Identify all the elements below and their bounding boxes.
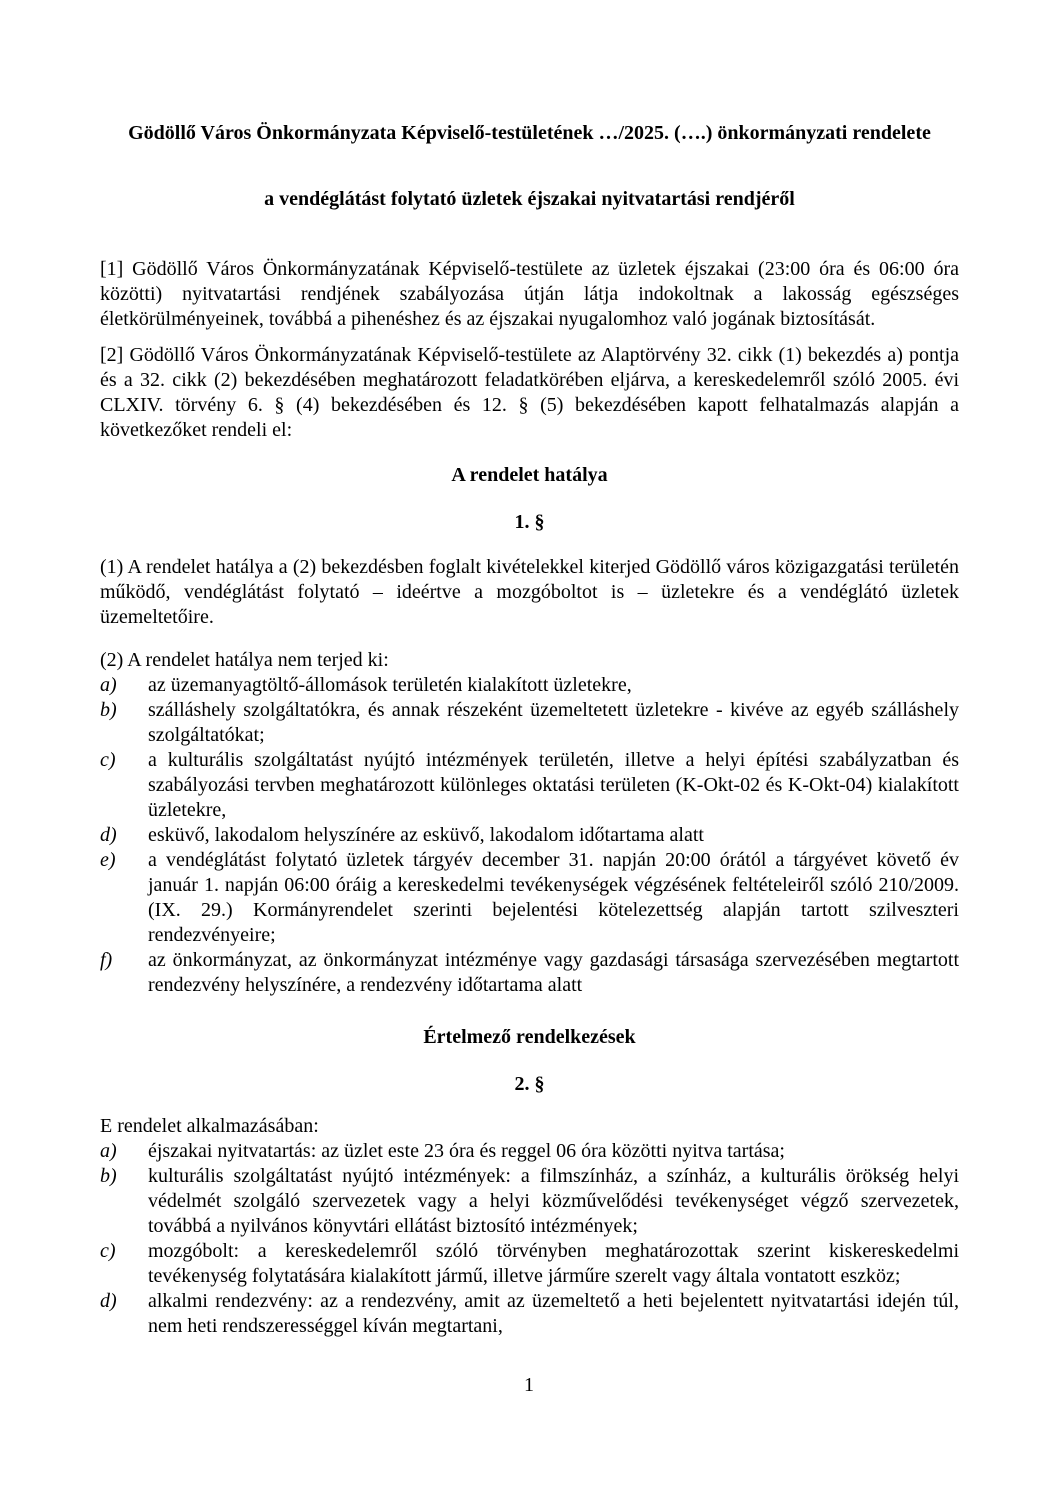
list-item — [100, 1289, 959, 1339]
section1-paragraph-2-intro: (2) A rendelet hatálya nem terjed ki: — [100, 649, 389, 671]
list-item-text: kulturális szolgáltatást nyújtó intézmények: a filmszínház, a színház, a kulturális örökség helyi védelmét szolgáló szervezetek vagy a helyi közművelődési tevékenységet végző szervezetek, továbbá a nyilvános könyvtári ellátást biztosító intézmények; — [148, 1165, 959, 1237]
list-item-letter: d) — [100, 1290, 117, 1312]
list-item — [100, 1164, 959, 1239]
list-item-letter: a) — [100, 674, 117, 696]
list-item-text: esküvő, lakodalom helyszínére az esküvő, lakodalom időtartama alatt — [148, 824, 704, 846]
section2-item-list — [100, 1139, 959, 1339]
list-item-text: mozgóbolt: a kereskedelemről szóló törvényben meghatározottak szerint kiskereskedelmi tevékenység folytatására kialakított jármű, illetve járműre szerelt vagy általa vontatott eszköz; — [148, 1240, 959, 1287]
list-item-letter: c) — [100, 1240, 116, 1262]
section1-paragraph-1: (1) A rendelet hatálya a (2) bekezdésben foglalt kivételekkel kiterjed Gödöllő város közigazgatási területén működő, vendéglátást folytató – ideértve a mozgóboltot is – üzletekre és a vendéglátó üzletek üzemeltetőire. — [100, 556, 959, 628]
list-item-text: alkalmi rendezvény: az a rendezvény, amit az üzemeltető a heti bejelentett nyitvatartási idején túl, nem heti rendszerességgel kíván megtartani, — [148, 1290, 959, 1337]
list-item-text: a vendéglátást folytató üzletek tárgyév december 31. napján 20:00 órától a tárgyévet követő év január 1. napján 06:00 óráig a kereskedelmi tevékenységek végzésének feltételeiről szóló 210/2009. (IX. 29.) Kormányrendelet szerinti bejelentési kötelezettség alapján tartott szilveszteri rendezvényeire; — [148, 849, 959, 946]
list-item — [100, 698, 959, 748]
document-subtitle: a vendéglátást folytató üzletek éjszakai nyitvatartási rendjéről — [264, 188, 795, 210]
list-item — [100, 948, 959, 998]
list-item-letter: e) — [100, 849, 116, 871]
list-item-text: az üzemanyagtöltő-állomások területén kialakított üzletekre, — [148, 674, 632, 696]
list-item-letter: d) — [100, 824, 117, 846]
list-item-text: a kulturális szolgáltatást nyújtó intézmények területén, illetve a helyi építési szabályzatban és szabályozási tervben meghatározott különleges oktatási területen (K-Okt-02 és K-Okt-04) kialakított üzletekre, — [148, 749, 959, 821]
list-item — [100, 848, 959, 948]
section1-item-list — [100, 673, 959, 998]
list-item-text: szálláshely szolgáltatókra, és annak részeként üzemeltetett üzletekre - kivéve az egyéb szálláshely szolgáltatókat; — [148, 699, 959, 746]
section1-number: 1. § — [514, 511, 545, 533]
list-item — [100, 823, 959, 848]
document-title: Gödöllő Város Önkormányzata Képviselő-testületének …/2025. (….) önkormányzati rendelete — [128, 122, 931, 144]
section1-heading: A rendelet hatálya — [451, 464, 608, 486]
list-item-text: az önkormányzat, az önkormányzat intézménye vagy gazdasági társasága szervezésében megtartott rendezvény helyszínére, a rendezvény időtartama alatt — [148, 949, 959, 996]
section2-heading: Értelmező rendelkezések — [423, 1026, 636, 1048]
list-item-text: éjszakai nyitvatartás: az üzlet este 23 óra és reggel 06 óra közötti nyitva tartása; — [148, 1140, 785, 1162]
preamble-paragraph-2: [2] Gödöllő Város Önkormányzatának Képviselő-testülete az Alaptörvény 32. cikk (1) bekezdés a) pontja és a 32. cikk (2) bekezdésében meghatározott feladatkörében eljárva, a kereskedelemről szóló 2005. évi CLXIV. törvény 6. § (4) bekezdésében és 12. § (5) bekezdésében kapott felhatalmazás alapján a következőket rendeli el: — [100, 344, 959, 441]
list-item-letter: f) — [100, 949, 113, 971]
section2-number: 2. § — [514, 1073, 545, 1095]
list-item — [100, 1239, 959, 1289]
list-item — [100, 673, 959, 698]
list-item — [100, 1139, 959, 1164]
list-item-letter: b) — [100, 699, 117, 721]
list-item — [100, 748, 959, 823]
preamble-paragraph-1: [1] Gödöllő Város Önkormányzatának Képviselő-testülete az üzletek éjszakai (23:00 óra és 06:00 óra közötti) nyitvatartási rendjének szabályozása útján látja indokoltnak a lakosság egészséges életkörülményeinek, továbbá a pihenéshez és az éjszakai nyugalomhoz való jogának biztosítását. — [100, 258, 959, 330]
list-item-letter: c) — [100, 749, 116, 771]
page-number: 1 — [524, 1374, 534, 1396]
list-item-letter: b) — [100, 1165, 117, 1187]
section2-intro: E rendelet alkalmazásában: — [100, 1115, 319, 1137]
list-item-letter: a) — [100, 1140, 117, 1162]
